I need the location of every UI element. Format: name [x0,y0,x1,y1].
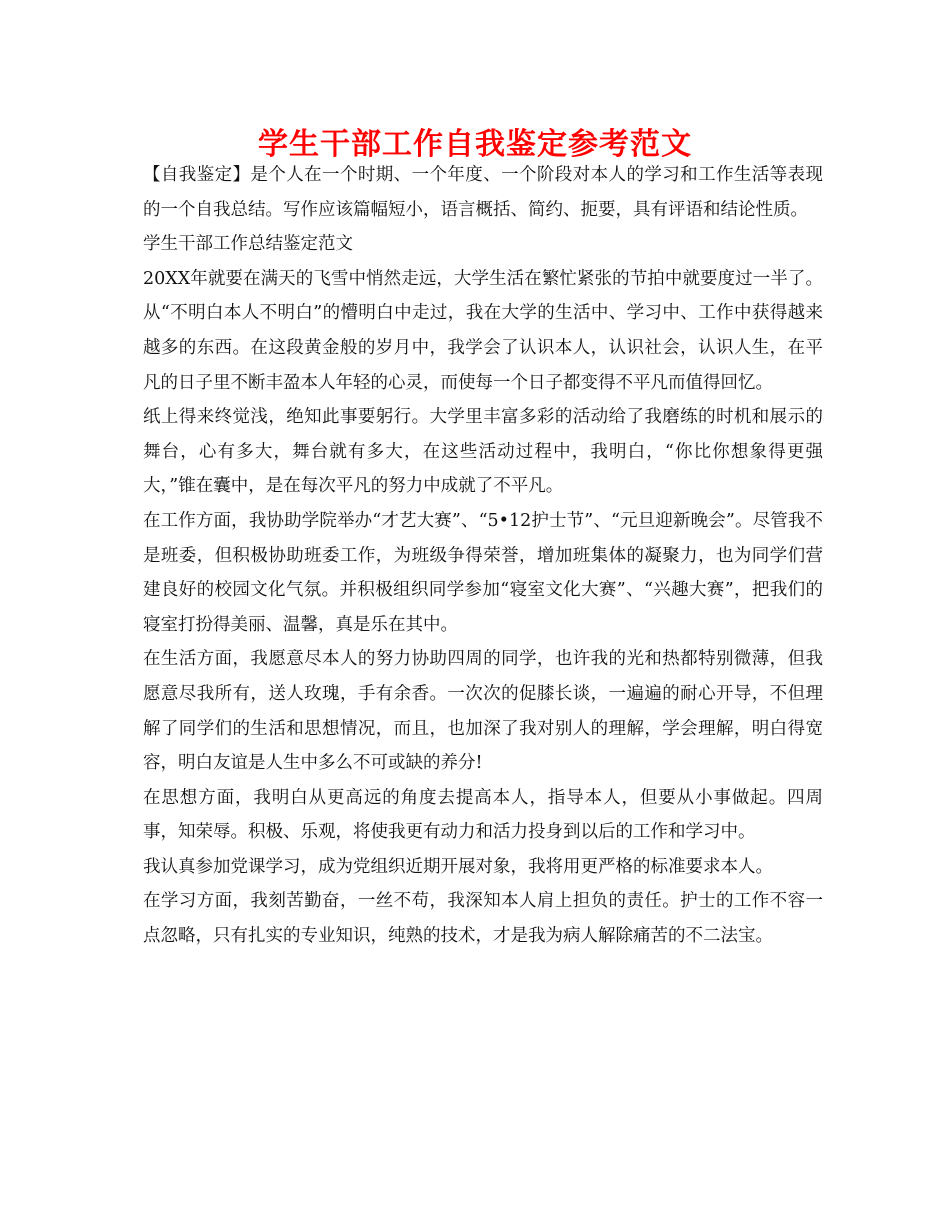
document-body [143,158,823,954]
paragraph-study: 在学习方面，我刻苦勤奋，一丝不苟，我深知本人肩上担负的责任。护士的工作不容一点忽略，只有扎实的专业知识，纯熟的技术，才是我为病人解除痛苦的不二法宝。 [143,891,823,947]
paragraph-thought: 在思想方面，我明白从更高远的角度去提高本人，指导本人，但要从小事做起。四周事，知荣辱。积极、乐观，将使我更有动力和活力投身到以后的工作和学习中。 [143,787,823,843]
paragraph-work: 在工作方面，我协助学院举办“才艺大赛”、“5•12护士节”、“元旦迎新晚会”。尽管我不是班委，但积极协助班委工作，为班级争得荣誉，增加班集体的凝聚力，也为同学们营建良好的校园文化气氛。并积极组织同学参加“寝室文化大赛”、“兴趣大赛”，把我们的寝室打扮得美丽、温馨，真是乐在其中。 [143,510,823,635]
paragraph-party: 我认真参加党课学习，成为党组织近期开展对象，我将用更严格的标准要求本人。 [143,856,773,877]
document-title: 学生干部工作自我鉴定参考范文 [258,127,692,162]
paragraph-subtitle: 学生干部工作总结鉴定范文 [143,234,353,255]
paragraph-opening: 20XX年就要在满天的飞雪中悄然走远，大学生活在繁忙紧张的节拍中就要度过一半了。从“不明白本人不明白”的懵明白中走过，我在大学的生活中、学习中、工作中获得越来越多的东西。在这段黄金般的岁月中，我学会了认识本人，认识社会，认识人生，在平凡的日子里不断丰盈本人年轻的心灵，而使每一个日子都变得不平凡而值得回忆。 [143,268,823,393]
paragraph-life: 在生活方面，我愿意尽本人的努力协助四周的同学，也许我的光和热都特别微薄，但我愿意尽我所有，送人玫瑰，手有余香。一次次的促膝长谈，一遍遍的耐心开导，不但理解了同学们的生活和思想情况，而且，也加深了我对别人的理解，学会理解，明白得宽容，明白友谊是人生中多么不可或缺的养分! [143,649,823,774]
paragraph-intro: 【自我鉴定】是个人在一个时期、一个年度、一个阶段对本人的学习和工作生活等表现的一个自我总结。写作应该篇幅短小，语言概括、简约、扼要，具有评语和结论性质。 [143,165,823,220]
paragraph-practice: 纸上得来终觉浅，绝知此事要躬行。大学里丰富多彩的活动给了我磨练的时机和展示的舞台，心有多大，舞台就有多大，在这些活动过程中，我明白，“你比你想象得更强大，”锥在囊中，是在每次平凡的努力中成就了不平凡。 [143,407,823,497]
